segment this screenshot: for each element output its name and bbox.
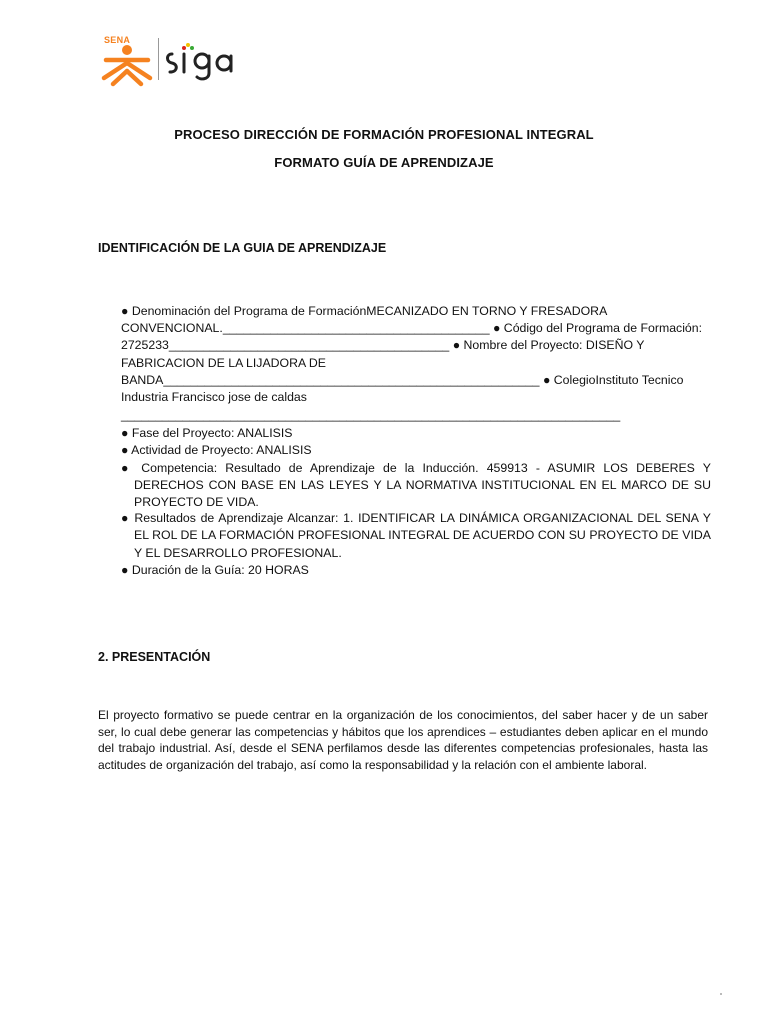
resultados-item: ● Resultados de Aprendizaje Alcanzar: 1. IDENTIFICAR LA DINÁMICA ORGANIZACIONAL DEL SENA Y EL ROL DE LA FORMACIÓN PROFESIONAL INTEGRAL DE ACUERDO CON SU PROYECTO DE VIDA Y EL DESARROLLO PROFESIONAL. [121, 511, 711, 560]
duracion-item: ● Duración de la Guía: 20 HORAS [121, 562, 309, 577]
siga-logo-icon [164, 40, 244, 82]
document-title-process: PROCESO DIRECCIÓN DE FORMACIÓN PROFESIONAL INTEGRAL [174, 127, 594, 142]
presentacion-text: El proyecto formativo se puede centrar en la organización de los conocimientos, del saber hacer y de un saber ser, lo cual debe generar las competencias y hábitos que los aprendices – estudiantes deben aplicar en el mundo del trabajo industrial. Así, desde el SENA perfilamos desde las diferentes competencias profesionales, hasta las actitudes de organización del trabajo, así como la responsabilidad y la relación con el ambiente laboral. [98, 708, 708, 772]
identificacion-paragraph [121, 303, 711, 406]
programa-underline: _______________________________________ [222, 321, 490, 336]
colegio-value: Instituto Tecnico Industria Francisco jose de caldas [121, 372, 684, 405]
fase-item: ● Fase del Proyecto: ANALISIS [121, 426, 293, 441]
competencia-item: ● Competencia: Resultado de Aprendizaje de la Inducción. 459913 - ASUMIR LOS DEBERES Y DERECHOS CON BASE EN LAS LEYES Y LA NORMATIVA INSTITUCIONAL EN EL MARCO DE SU PROYECTO DE VIDA. [121, 460, 711, 510]
page-mark [720, 993, 722, 995]
section-heading-identificacion: IDENTIFICACIÓN DE LA GUIA DE APRENDIZAJE [98, 241, 387, 255]
codigo-underline: _________________________________________ [168, 338, 450, 353]
proyecto-underline: _______________________________________________________ [163, 372, 540, 387]
document-title-format: FORMATO GUÍA DE APRENDIZAJE [274, 155, 494, 170]
identificacion-fields [121, 303, 711, 579]
colegio-underline: _________________________________________________________________________ [121, 408, 621, 423]
programa-label: ● Denominación del Programa de Formación [121, 304, 367, 318]
codigo-value: 2725233 [121, 338, 169, 353]
logo-divider [158, 38, 159, 80]
proyecto-label: ● Nombre del Proyecto: [449, 338, 586, 353]
programa-value: MECANIZADO EN TORNO Y FRESADORA CONVENCIONAL. [121, 304, 607, 336]
header-logos [98, 34, 258, 90]
proyecto-value: DISEÑO Y FABRICACION DE LA LIJADORA DE BANDA [121, 338, 645, 387]
actividad-item: ● Actividad de Proyecto: ANALISIS [121, 443, 312, 458]
sena-logo-text: SENA [104, 35, 131, 45]
codigo-label: ● Código del Programa de Formación: [489, 321, 703, 336]
section-heading-presentacion: 2. PRESENTACIÓN [98, 650, 211, 664]
colegio-label: ● Colegio [539, 372, 596, 387]
